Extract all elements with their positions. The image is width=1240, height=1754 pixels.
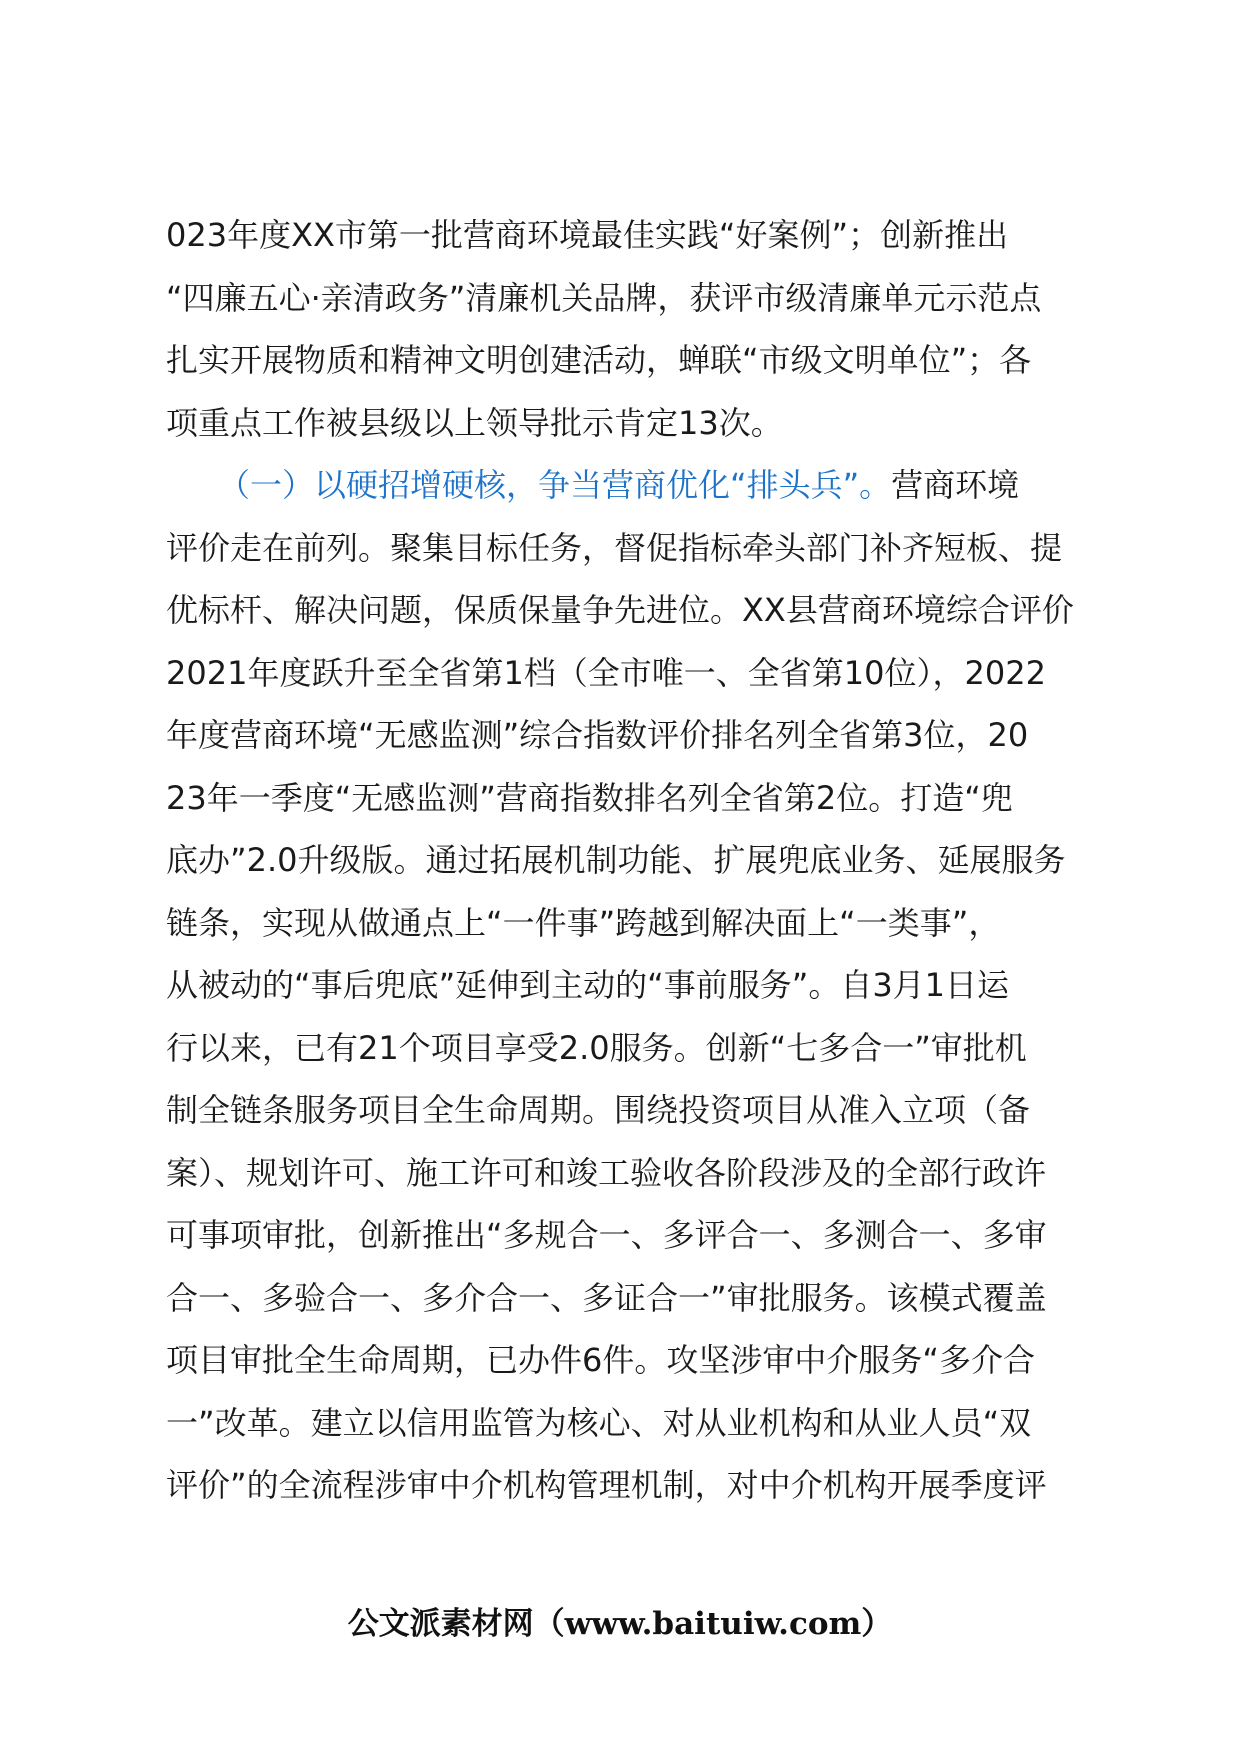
text-line: 可事项审批，创新推出“多规合一、多评合一、多测合一、多审 (166, 1216, 1047, 1254)
text-line: 链条，实现从做通点上“一件事”跨越到解决面上“一类事”， (166, 903, 1001, 942)
text-line: 年度营商环境“无感监测”综合指数评价排名列全省第3位，20 (166, 716, 1029, 754)
text-line: 扎实开展物质和精神文明创建活动，蝉联“市级文明单位”；各 (166, 341, 1032, 379)
text-line: 优标杆、解决问题，保质保量争先进位。XX县营商环境综合评价 (166, 591, 1074, 629)
text-line: 评价”的全流程涉审中介机构管理机制，对中介机构开展季度评 (166, 1466, 1047, 1504)
text-line: 项重点工作被县级以上领导批示肯定13次。 (166, 403, 783, 442)
text-line: 一”改革。建立以信用监管为核心、对从业机构和从业人员“双 (166, 1403, 1032, 1442)
section-heading: （一）以硬招增硬核，争当营商优化“排头兵”。 (218, 466, 892, 504)
text-line: 评价走在前列。聚集目标任务，督促指标牵头部门补齐短板、提 (166, 528, 1063, 567)
footer-watermark: 公文派素材网（www.baituiw.com） (347, 1606, 893, 1642)
text-line: 23年一季度“无感监测”营商指数排名列全省第2位。打造“兜 (166, 778, 1013, 817)
text-line: 底办”2.0升级版。通过拓展机制功能、扩展兜底业务、延展服务 (166, 841, 1066, 879)
text-line: 行以来，已有21个项目享受2.0服务。创新“七多合一”审批机 (166, 1028, 1027, 1067)
text-line: 合一、多验合一、多介合一、多证合一”审批服务。该模式覆盖 (166, 1278, 1047, 1317)
text-line: 项目审批全生命周期，已办件6件。攻坚涉审中介服务“多介合 (166, 1341, 1035, 1379)
text-line: 案）、规划许可、施工许可和竣工验收各阶段涉及的全部行政许 (166, 1153, 1047, 1192)
body-text (166, 204, 1110, 1517)
text-line: 2021年度跃升至全省第1档（全市唯一、全省第10位），2022 (166, 653, 1046, 692)
text-line: 制全链条服务项目全生命周期。围绕投资项目从准入立项（备 (166, 1091, 1031, 1129)
section-first-line (166, 454, 1110, 517)
section-lead-text: 营商环境 (891, 466, 1020, 504)
text-line: 从被动的“事后兜底”延伸到主动的“事前服务”。自3月1日运 (166, 966, 1010, 1004)
text-line: “四廉五心·亲清政务”清廉机关品牌，获评市级清廉单元示范点 (166, 278, 1042, 317)
text-line: 023年度XX市第一批营商环境最佳实践“好案例”；创新推出 (166, 216, 1009, 254)
